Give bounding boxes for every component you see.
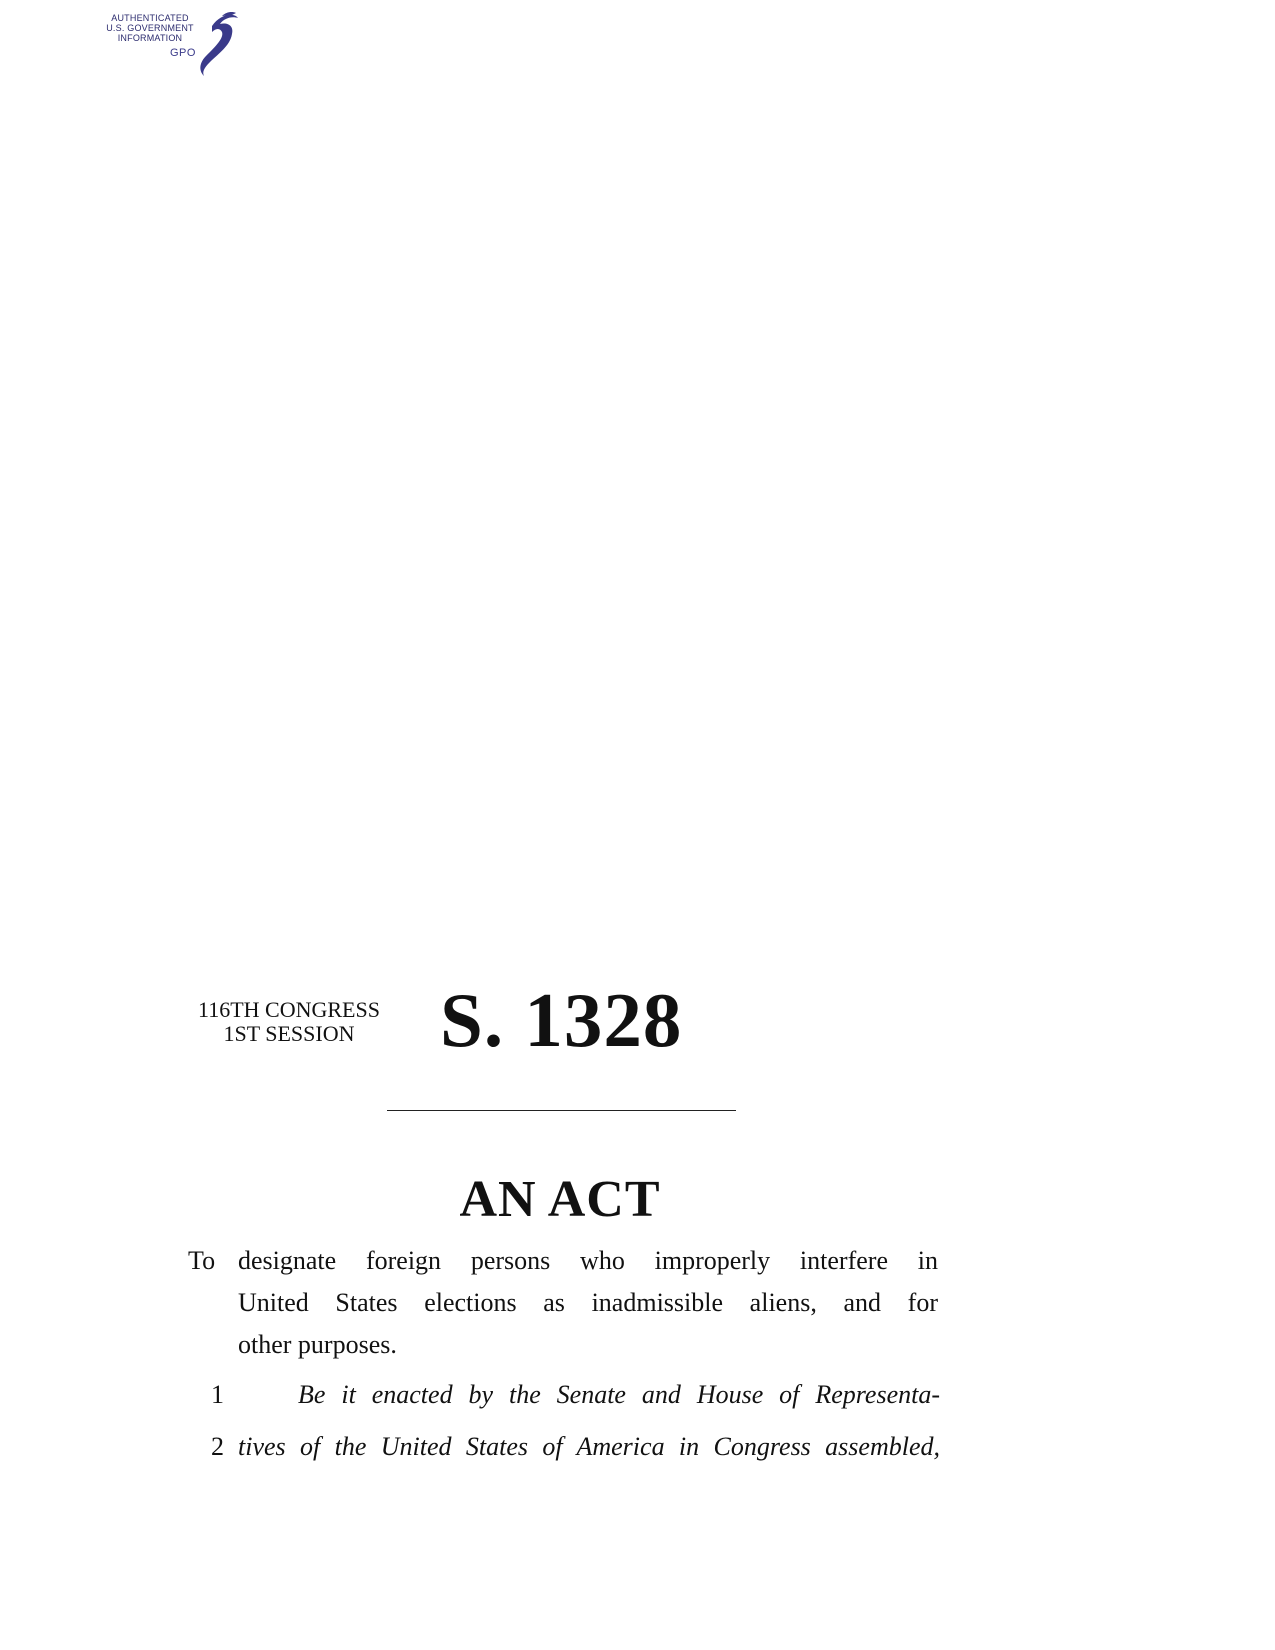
- enacting-clause-text: Be it enacted by the Senate and House of Representa-: [298, 1380, 940, 1409]
- bill-number: S. 1328: [440, 977, 683, 1063]
- divider-rule: [387, 1110, 736, 1111]
- seal-text: [100, 13, 200, 43]
- congress-label: 116TH CONGRESS: [198, 997, 380, 1022]
- seal-line-government: U.S. GOVERNMENT: [106, 23, 194, 33]
- long-title-line: designate foreign persons who improperly interfere in: [238, 1246, 938, 1275]
- seal-line-authenticated: AUTHENTICATED: [111, 13, 189, 23]
- line-number: 1: [211, 1380, 224, 1409]
- act-heading: AN ACT: [459, 1171, 661, 1228]
- long-title-to: To: [188, 1246, 216, 1275]
- enacting-clause-text: tives of the United States of America in Congress assembled,: [238, 1432, 940, 1461]
- eagle-icon: [192, 10, 242, 76]
- long-title-body: [238, 1240, 938, 1366]
- line-number: 2: [211, 1432, 224, 1461]
- seal-org-name: GPO: [170, 47, 196, 59]
- session-label: 1ST SESSION: [223, 1021, 355, 1046]
- long-title-line: other purposes.: [238, 1330, 397, 1359]
- congress-session-block: [184, 998, 394, 1046]
- gpo-authentication-seal: [100, 8, 240, 76]
- enacting-clause-row: [190, 1380, 940, 1420]
- long-title-line: United States elections as inadmissible aliens, and for: [238, 1288, 938, 1317]
- enacting-clause-row: [190, 1432, 940, 1472]
- seal-line-information: INFORMATION: [117, 33, 183, 43]
